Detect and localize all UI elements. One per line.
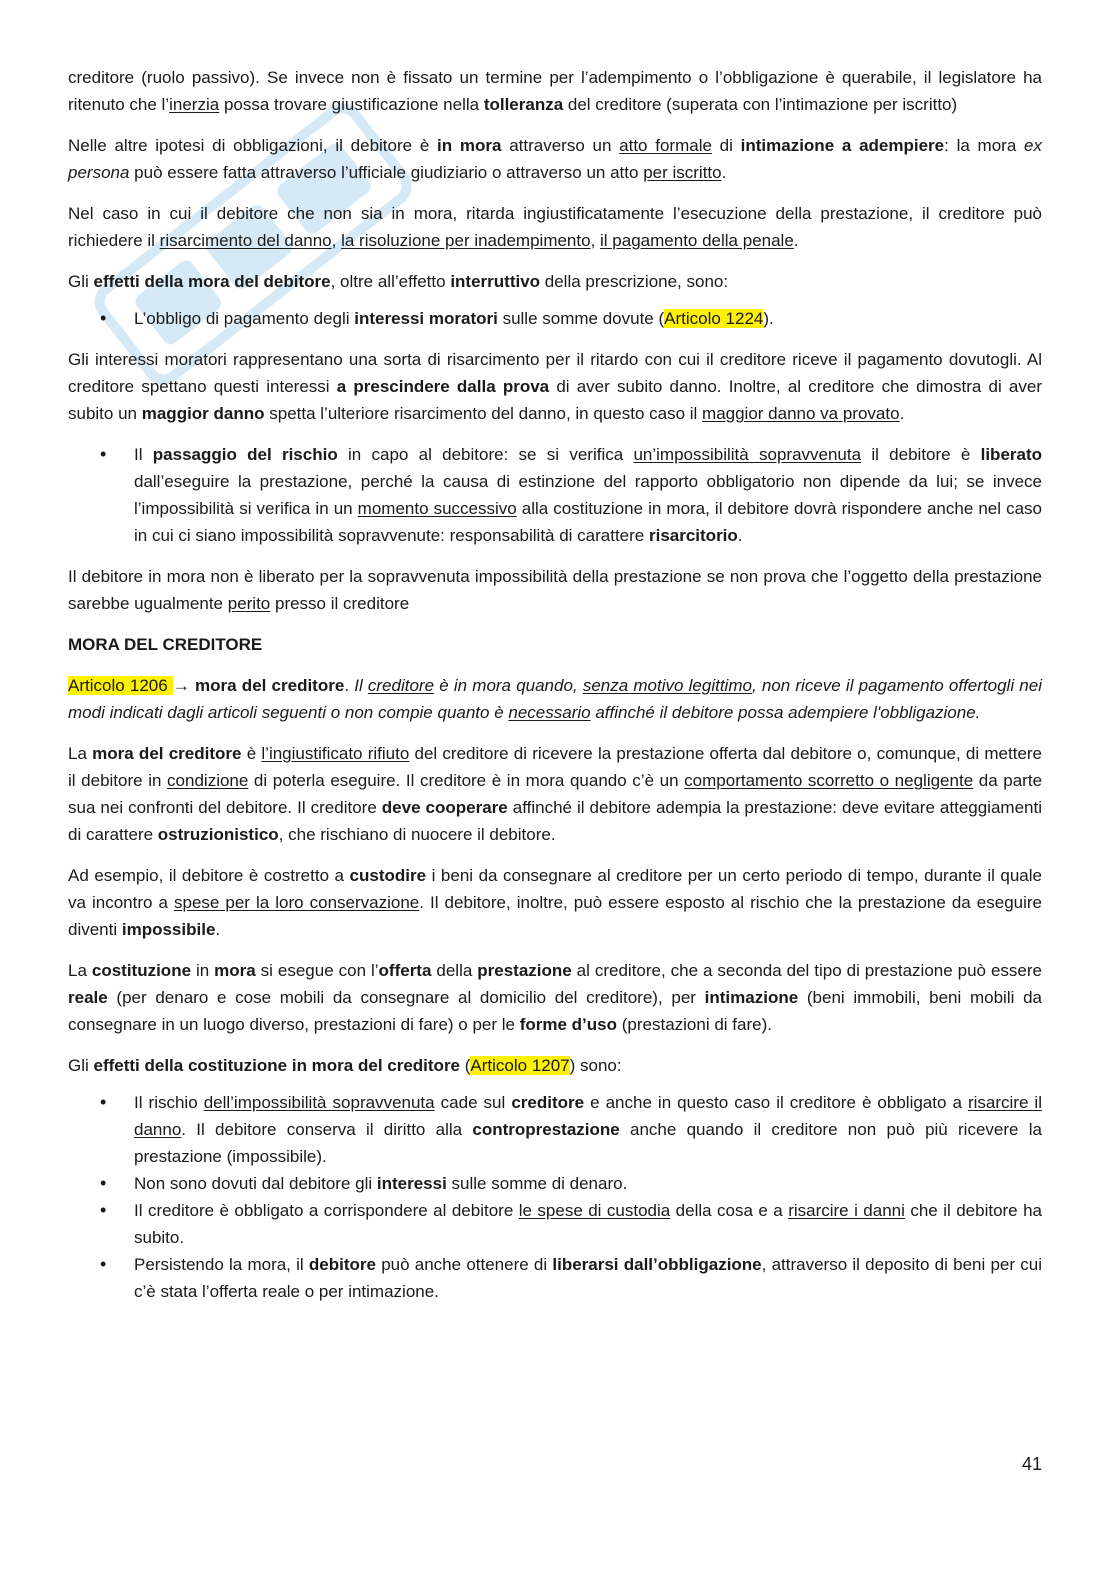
list-item: • Il creditore è obbligato a corrispondere al debitore le spese di custodia della cosa e a risarcire i danni che il debitore ha subito. <box>68 1197 1042 1251</box>
highlighted-article: Articolo 1224 <box>664 309 764 328</box>
bullet-list <box>68 441 1042 549</box>
list-item: • Il passaggio del rischio in capo al debitore: se si verifica un’impossibilità sopravvenuta il debitore è liberato dall’eseguire la prestazione, perché la causa di estinzione del rapporto obbligatorio non dipende da lui; se invece l’impossibilità si verifica in un momento successivo alla costituzione in mora, il debitore dovrà rispondere anche nel caso in cui ci siano impossibilità sopravvenute: responsabilità di carattere risarcitorio. <box>68 441 1042 549</box>
arrow-icon: → <box>172 676 190 695</box>
paragraph: creditore (ruolo passivo). Se invece non è fissato un termine per l’adempimento o l’obbligazione è querabile, il legislatore ha ritenuto che l’inerzia possa trovare giustificazione nella tolleranza del creditore (superata con l’intimazione per iscritto) <box>68 68 1042 114</box>
paragraph: La mora del creditore è l’ingiustificato rifiuto del creditore di ricevere la prestazione offerta dal debitore o, comunque, di mettere il debitore in condizione di poterla eseguire. Il creditore è in mora quando c’è un comportamento scorretto o negligente da parte sua nei confronti del debitore. Il creditore deve cooperare affinché il debitore adempia la prestazione: deve evitare atteggiamenti di carattere ostruzionistico, che rischiano di nuocere il debitore. <box>68 744 1043 844</box>
highlighted-article: Articolo 1207 <box>470 1056 570 1075</box>
list-item: • L’obbligo di pagamento degli interessi moratori sulle somme dovute (Articolo 1224). <box>68 305 1042 332</box>
list-item: • Il rischio dell’impossibilità sopravvenuta cade sul creditore e anche in questo caso il creditore è obbligato a risarcire il danno. Il debitore conserva il diritto alla controprestazione anche quando il creditore non può più ricevere la prestazione (impossibile). <box>68 1089 1042 1170</box>
paragraph: La costituzione in mora si esegue con l’offerta della prestazione al creditore, che a seconda del tipo di prestazione può essere reale (per denaro e cose mobili da consegnare al domicilio del creditore), per intimazione (beni immobili, beni mobili da consegnare in un luogo diverso, prestazioni di fare) o per le forme d’uso (prestazioni di fare). <box>68 961 1042 1034</box>
paragraph: Articolo 1206 → mora del creditore. Il creditore è in mora quando, senza motivo legittimo, non riceve il pagamento offertogli nei modi indicati dagli articoli seguenti o non compie quanto è necessario affinché il debitore possa adempiere l'obbligazione. <box>68 676 1042 722</box>
bullet-list <box>68 305 1042 332</box>
paragraph: Nel caso in cui il debitore che non sia in mora, ritarda ingiustificatamente l’esecuzione della prestazione, il creditore può richiedere il risarcimento del danno, la risoluzione per inadempimento, il pagamento della penale. <box>68 204 1042 250</box>
list-item: • Persistendo la mora, il debitore può anche ottenere di liberarsi dall’obbligazione, attraverso il deposito di beni per cui c’è stata l’offerta reale o per intimazione. <box>68 1251 1042 1305</box>
paragraph: Gli effetti della costituzione in mora del creditore (Articolo 1207) sono: <box>68 1056 622 1075</box>
paragraph: Gli effetti della mora del debitore, oltre all’effetto interruttivo della prescrizione, sono: <box>68 272 729 291</box>
section-heading: MORA DEL CREDITORE <box>68 635 263 654</box>
list-item: • Non sono dovuti dal debitore gli interessi sulle somme di denaro. <box>68 1170 1042 1197</box>
paragraph: Gli interessi moratori rappresentano una sorta di risarcimento per il ritardo con cui il creditore riceve il pagamento dovutogli. Al creditore spettano questi interessi a prescindere dalla prova di aver subito danno. Inoltre, al creditore che dimostra di aver subito un maggior danno spetta l’ulteriore risarcimento del danno, in questo caso il maggior danno va provato. <box>68 350 1042 423</box>
document-page <box>68 64 1042 1319</box>
paragraph: Il debitore in mora non è liberato per la sopravvenuta impossibilità della prestazione se non prova che l’oggetto della prestazione sarebbe ugualmente perito presso il creditore <box>68 567 1042 613</box>
page-number: 41 <box>1021 1454 1042 1474</box>
highlighted-article: Articolo 1206 <box>68 676 173 695</box>
paragraph: Nelle altre ipotesi di obbligazioni, il debitore è in mora attraverso un atto formale di intimazione a adempiere: la mora ex persona può essere fatta attraverso l’ufficiale giudiziario o attraverso un atto per iscritto. <box>68 136 1042 182</box>
bullet-list <box>68 1089 1042 1305</box>
paragraph: Ad esempio, il debitore è costretto a custodire i beni da consegnare al creditore per un certo periodo di tempo, durante il quale va incontro a spese per la loro conservazione. Il debitore, inoltre, può essere esposto al rischio che la prestazione da eseguire diventi impossibile. <box>68 866 1042 939</box>
